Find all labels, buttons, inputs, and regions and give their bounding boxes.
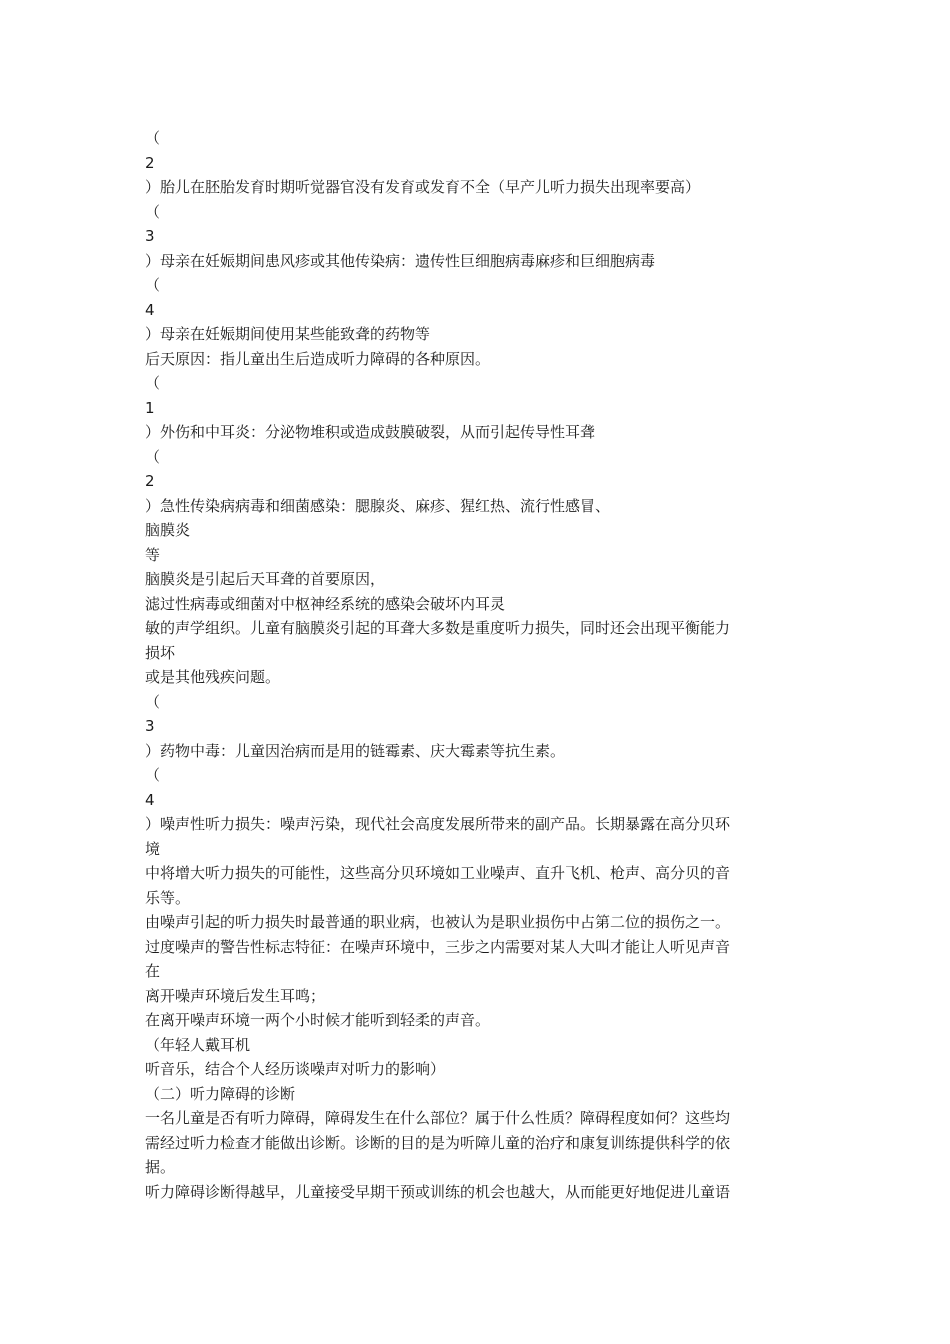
document-page	[145, 126, 815, 1204]
text-line: 2	[145, 472, 155, 490]
text-line: （	[145, 692, 161, 711]
text-line: 乐等。	[145, 888, 191, 907]
text-line: 境	[145, 839, 161, 858]
text-line: （年轻人戴耳机	[145, 1035, 251, 1054]
text-line: 离开噪声环境后发生耳鸣；	[145, 986, 326, 1005]
text-line: ）外伤和中耳炎：分泌物堆积或造成鼓膜破裂，从而引起传导性耳聋	[145, 423, 596, 441]
text-line: （	[145, 374, 161, 392]
text-line: 4	[145, 790, 155, 809]
text-line: 滤过性病毒或细菌对中枢神经系统的感染会破坏内耳灵	[145, 594, 506, 613]
text-line: 脑膜炎	[145, 521, 191, 539]
text-line: 据。	[145, 1158, 176, 1176]
text-line: 在离开噪声环境一两个小时候才能听到轻柔的声音。	[145, 1011, 491, 1029]
text-line: （	[145, 276, 161, 294]
text-line: ）胎儿在胚胎发育时期听觉器官没有发育或发育不全（早产儿听力损失出现率要高）	[145, 178, 701, 196]
text-line: （	[145, 766, 161, 784]
text-line: 3	[145, 227, 155, 245]
text-line: 4	[145, 300, 155, 319]
text-line: 听音乐，结合个人经历谈噪声对听力的影响）	[145, 1060, 446, 1078]
text-line: ）母亲在妊娠期间使用某些能致聋的药物等	[145, 325, 431, 343]
text-line: 听力障碍诊断得越早，儿童接受早期干预或训练的机会也越大，从而能更好地促进儿童语	[145, 1182, 731, 1201]
text-line: 由噪声引起的听力损失时最普通的职业病，也被认为是职业损伤中占第二位的损伤之一。	[145, 913, 731, 931]
text-line: （	[145, 202, 161, 221]
text-line: 需经过听力检查才能做出诊断。诊断的目的是为听障儿童的治疗和康复训练提供科学的依	[145, 1133, 731, 1152]
text-line: 敏的声学组织。儿童有脑膜炎引起的耳聋大多数是重度听力损失，同时还会出现平衡能力	[145, 619, 731, 637]
text-line: （	[145, 447, 161, 466]
text-line: 中将增大听力损失的可能性，这些高分贝环境如工业噪声、直升飞机、枪声、高分贝的音	[145, 864, 731, 882]
text-line: 1	[145, 398, 155, 417]
text-line: 在	[145, 962, 161, 980]
section-heading: （二）听力障碍的诊断	[145, 1084, 296, 1103]
text-line: 2	[145, 153, 155, 172]
text-line: 一名儿童是否有听力障碍，障碍发生在什么部位？属于什么性质？障碍程度如何？这些均	[145, 1109, 731, 1127]
text-line: 脑膜炎是引起后天耳聋的首要原因，	[145, 570, 386, 588]
text-line: 后天原因：指儿童出生后造成听力障碍的各种原因。	[145, 349, 491, 368]
text-line: ）母亲在妊娠期间患风疹或其他传染病：遗传性巨细胞病毒麻疹和巨细胞病毒	[145, 251, 656, 270]
text-line: 过度噪声的警告性标志特征：在噪声环境中，三步之内需要对某人大叫才能让人听见声音	[145, 937, 731, 956]
text-line: 等	[145, 545, 161, 564]
text-line: （	[145, 129, 161, 147]
text-line: 损坏	[145, 643, 176, 662]
text-line: ）药物中毒：儿童因治病而是用的链霉素、庆大霉素等抗生素。	[145, 741, 566, 760]
text-line: ）噪声性听力损失：噪声污染，现代社会高度发展所带来的副产品。长期暴露在高分贝环	[145, 815, 731, 833]
text-line: ）急性传染病病毒和细菌感染：腮腺炎、麻疹、猩红热、流行性感冒、	[145, 496, 611, 515]
text-line: 或是其他残疾问题。	[145, 668, 281, 686]
text-line: 3	[145, 717, 155, 735]
